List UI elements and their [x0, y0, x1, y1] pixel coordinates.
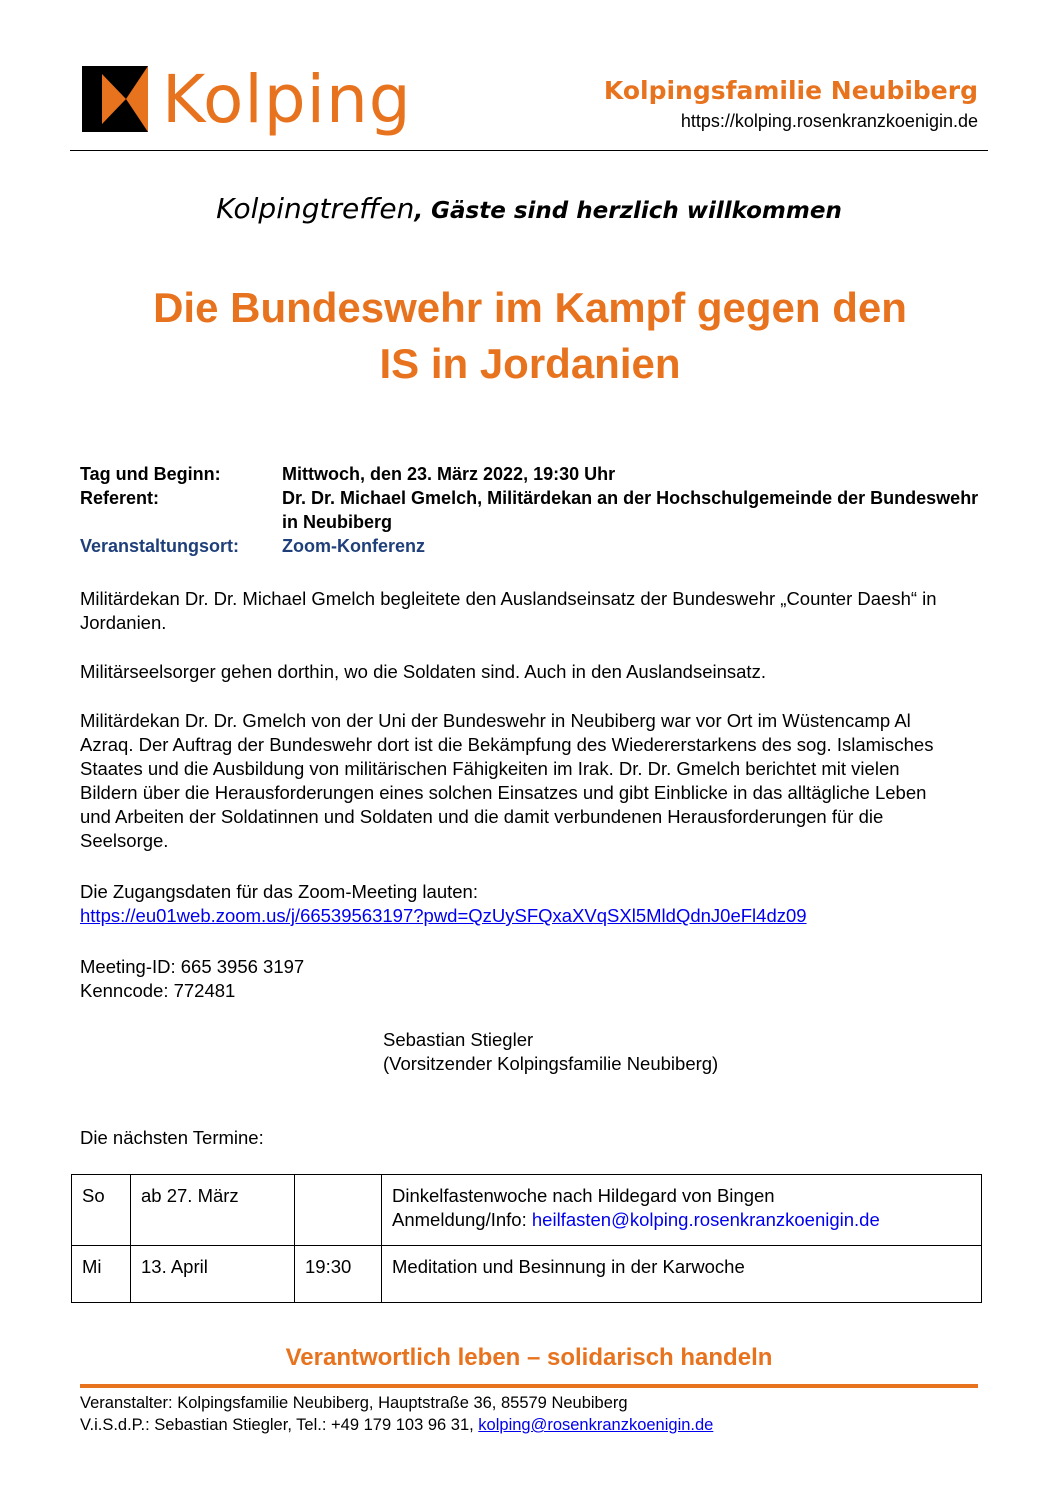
footer: [80, 1392, 713, 1436]
event-info: [80, 462, 992, 558]
footer-email-link[interactable]: kolping@rosenkranzkoenigin.de: [478, 1416, 714, 1434]
org-url[interactable]: https://kolping.rosenkranzkoenigin.de: [680, 111, 978, 131]
description-line-1: Dinkelfastenwoche nach Hildegard von Bingen: [392, 1185, 775, 1206]
info-row-venue: [80, 534, 992, 558]
description-line-2: [392, 1208, 971, 1232]
table-row: [72, 1175, 982, 1246]
footer-divider: [80, 1384, 978, 1388]
date-value: Mittwoch, den 23. März 2022, 19:30 Uhr: [282, 464, 616, 484]
date-label: Tag und Beginn:: [80, 464, 221, 484]
heilfasten-email-link[interactable]: heilfasten@kolping.rosenkranzkoenigin.de: [531, 1209, 880, 1230]
footer-contact: V.i.S.d.P.: Sebastian Stiegler, Tel.: +49 179 103 96 31,: [80, 1416, 479, 1434]
logo-wordmark: Kolping: [162, 61, 412, 138]
kolping-logo-icon: [82, 66, 148, 132]
info-row-date: [80, 462, 992, 486]
cell-time: [295, 1175, 382, 1246]
paragraph-third: [80, 709, 960, 853]
cell-description: Meditation und Besinnung in der Karwoche: [382, 1246, 982, 1303]
subtitle: [0, 192, 1058, 225]
paragraph-2: Militärseelsorger gehen dorthin, wo die Soldaten sind. Auch in den Auslandseinsatz.: [80, 661, 766, 682]
venue-label: Veranstaltungsort:: [80, 536, 240, 556]
upcoming-dates-table: [71, 1174, 982, 1303]
cell-day: So: [72, 1175, 131, 1246]
description-prefix: Anmeldung/Info:: [392, 1209, 532, 1230]
meeting-credentials: [80, 955, 990, 1003]
venue-value: Zoom-Konferenz: [282, 536, 425, 556]
title-line-1: Die Bundeswehr im Kampf gegen den: [153, 284, 907, 331]
signature-role: (Vorsitzender Kolpingsfamilie Neubiberg): [383, 1053, 719, 1074]
signature-name: Sebastian Stiegler: [383, 1029, 534, 1050]
footer-organizer: Veranstalter: Kolpingsfamilie Neubiberg, Hauptstraße 36, 85579 Neubiberg: [80, 1394, 628, 1412]
speaker-label: Referent:: [80, 488, 160, 508]
paragraph-1: Militärdekan Dr. Dr. Michael Gmelch begleitete den Auslandseinsatz der Bundeswehr „Counter Daesh“ in Jordanien.: [80, 588, 937, 633]
zoom-link[interactable]: https://eu01web.zoom.us/j/66539563197?pwd=QzUySFQxaXVqSXl5MldQdnJ0eFl4dz09: [80, 905, 807, 926]
passcode: Kenncode: 772481: [80, 980, 236, 1001]
speaker-value: Dr. Dr. Michael Gmelch, Militärdekan an der Hochschulgemeinde der Bundeswehr in Neubiberg: [282, 488, 979, 532]
info-row-speaker: [80, 486, 992, 534]
title-line-2: IS in Jordanien: [379, 340, 681, 387]
meeting-id: Meeting-ID: 665 3956 3197: [80, 956, 305, 977]
signature: [383, 1028, 718, 1076]
cell-date: 13. April: [131, 1246, 295, 1303]
cell-day: Mi: [72, 1246, 131, 1303]
table-row: [72, 1246, 982, 1303]
org-name: Kolpingsfamilie Neubiberg: [603, 76, 978, 105]
zoom-intro: Die Zugangsdaten für das Zoom-Meeting lauten:: [80, 881, 478, 902]
paragraph-intro: [80, 587, 990, 635]
header-divider: [70, 150, 988, 151]
subtitle-welcome: , Gäste sind herzlich willkommen: [414, 198, 842, 224]
paragraph-second: [80, 660, 990, 684]
upcoming-dates-label: Die nächsten Termine:: [80, 1127, 264, 1148]
paragraph-3: Militärdekan Dr. Dr. Gmelch von der Uni der Bundeswehr in Neubiberg war vor Ort im Wüstencamp Al Azraq. Der Auftrag der Bundeswehr dort ist die Bekämpfung des Wiedererstarkens des sog. Islamisches Staates und die Ausbildung von militärischen Fähigkeiten im Irak. Dr. Dr. Gmelch berichtet mit vielen Bildern über die Herausforderungen eines solchen Einsatzes und gibt Einblicke in das alltägliche Leben und Arbeiten der Soldatinnen und Soldaten und die damit verbundenen Herausforderungen für die Seelsorge.: [80, 710, 934, 851]
cell-date: ab 27. März: [131, 1175, 295, 1246]
footer-responsible: [80, 1414, 713, 1436]
zoom-block: [80, 880, 990, 928]
cell-time: 19:30: [295, 1246, 382, 1303]
page-title: [80, 280, 980, 392]
cell-description: [382, 1175, 982, 1246]
motto: Verantwortlich leben – solidarisch handeln: [285, 1344, 773, 1371]
subtitle-event: Kolpingtreffen: [216, 192, 415, 225]
